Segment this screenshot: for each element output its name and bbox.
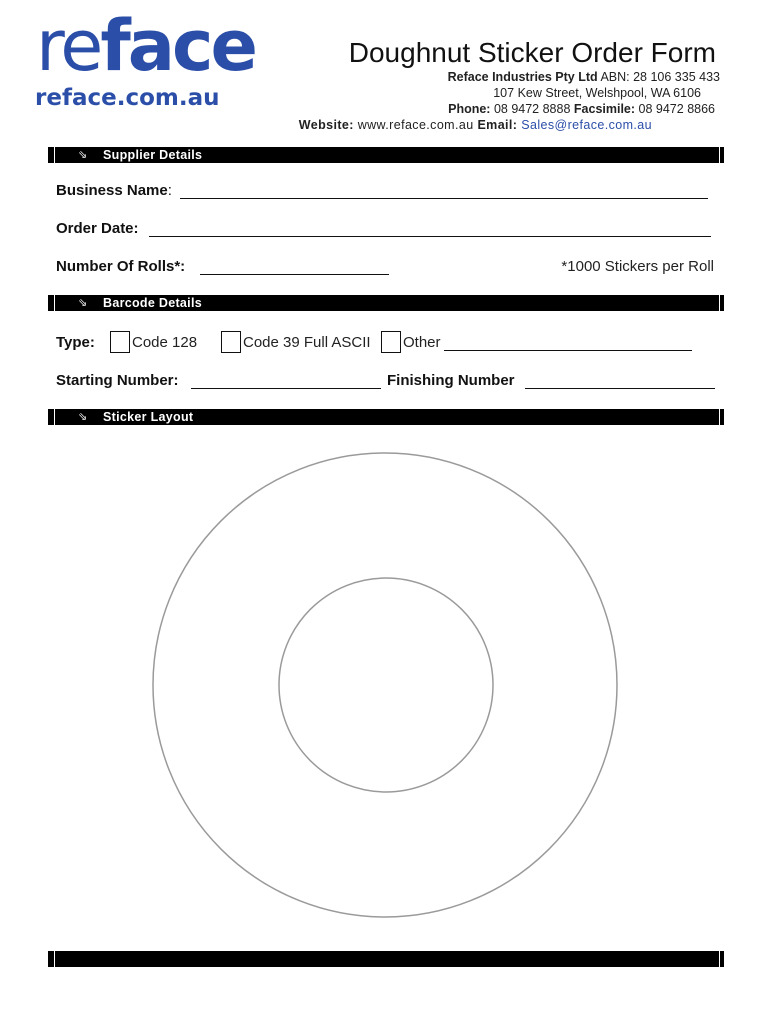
outer-circle bbox=[153, 453, 617, 917]
option-code-39: Code 39 Full ASCII bbox=[243, 334, 371, 351]
company-address: 107 Kew Street, Welshpool, WA 6106 bbox=[493, 86, 701, 100]
option-code-128: Code 128 bbox=[132, 334, 198, 351]
rolls-label: Number Of Rolls*: bbox=[56, 258, 186, 275]
email-link[interactable]: Sales@reface.com.au bbox=[521, 118, 652, 132]
section-title-barcode: Barcode Details bbox=[103, 296, 202, 310]
order-date-label: Order Date: bbox=[56, 220, 139, 237]
website-label: Website: bbox=[298, 118, 354, 132]
starting-number-label: Starting Number: bbox=[56, 372, 179, 389]
business-name-text: Business Name bbox=[56, 182, 168, 199]
business-name-colon: : bbox=[167, 182, 172, 199]
section-title-supplier: Supplier Details bbox=[103, 148, 203, 162]
logo-face: face bbox=[100, 5, 255, 87]
website-value[interactable]: www.reface.com.au bbox=[357, 118, 474, 132]
footer-bar bbox=[48, 951, 724, 967]
rolls-note: *1000 Stickers per Roll bbox=[561, 258, 714, 275]
arrow-icon: ⇘ bbox=[78, 149, 88, 161]
fax-label: Facsimile: bbox=[573, 102, 636, 116]
logo-url: reface.com.au bbox=[35, 85, 220, 111]
logo-re: re bbox=[36, 5, 101, 87]
fax-value: 08 9472 8866 bbox=[638, 102, 715, 116]
company-abn: ABN: 28 106 335 433 bbox=[600, 70, 720, 84]
email-label: Email: bbox=[477, 118, 518, 132]
option-other: Other bbox=[403, 334, 441, 351]
inner-circle bbox=[279, 578, 493, 792]
arrow-icon: ⇘ bbox=[78, 411, 88, 423]
type-label: Type: bbox=[56, 334, 95, 351]
phone-value: 08 9472 8888 bbox=[493, 102, 571, 116]
section-title-layout: Sticker Layout bbox=[103, 410, 194, 424]
phone-label: Phone: bbox=[448, 102, 491, 116]
page-title: Doughnut Sticker Order Form bbox=[348, 37, 716, 68]
arrow-icon: ⇘ bbox=[78, 297, 88, 309]
finishing-number-label: Finishing Number bbox=[387, 372, 515, 389]
company-name: Reface Industries Pty Ltd bbox=[447, 70, 598, 84]
